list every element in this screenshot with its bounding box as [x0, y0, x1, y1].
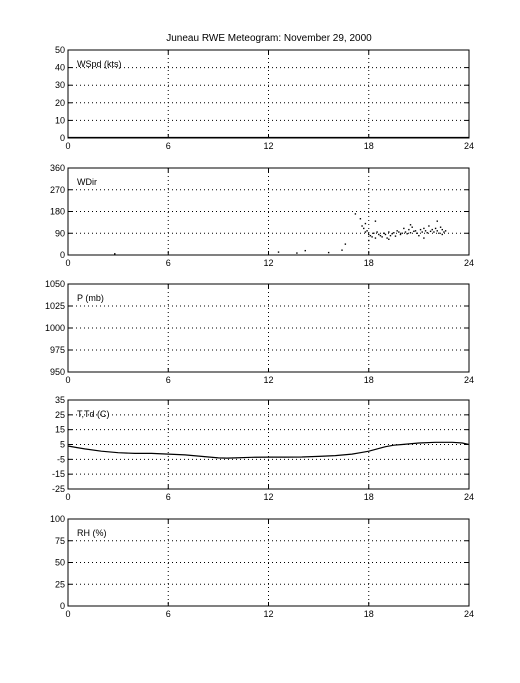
y-tick-label: 1050	[44, 279, 65, 289]
x-tick-label: 12	[263, 492, 274, 502]
y-tick-label: 5	[59, 439, 65, 450]
y-tick-label: 30	[54, 80, 65, 91]
x-tick-label: 0	[65, 609, 71, 619]
x-tick-label: 18	[363, 492, 374, 502]
data-point	[432, 229, 433, 230]
panel-label: RH (%)	[77, 528, 107, 538]
data-point	[403, 228, 404, 229]
x-tick-label: 24	[463, 258, 475, 268]
panel-label: WDir	[77, 177, 97, 187]
data-point	[415, 230, 416, 231]
data-point	[437, 230, 438, 231]
data-point	[411, 227, 412, 228]
y-tick-label: 50	[54, 45, 65, 55]
chart-title: Juneau RWE Meteogram: November 29, 2000	[166, 33, 372, 44]
data-point	[408, 229, 409, 230]
y-tick-label: 20	[54, 97, 65, 108]
y-tick-label: 50	[54, 557, 65, 568]
x-tick-label: 18	[363, 141, 374, 151]
data-point	[380, 235, 381, 236]
x-tick-label: 0	[65, 141, 71, 151]
panel-1	[55, 45, 474, 151]
data-point	[398, 231, 399, 232]
data-point	[370, 235, 371, 236]
x-tick-label: 24	[463, 609, 475, 619]
data-point	[393, 232, 394, 233]
x-tick-label: 6	[165, 609, 171, 619]
data-point	[296, 252, 297, 253]
y-tick-label: 975	[49, 345, 65, 355]
data-point	[410, 232, 411, 233]
x-tick-label: 0	[65, 492, 71, 502]
x-tick-label: 6	[165, 258, 171, 268]
panel-4	[52, 395, 474, 502]
panel-label: T,Td (C)	[77, 409, 110, 419]
panel-5	[50, 514, 474, 619]
data-point	[425, 230, 426, 231]
x-tick-label: 18	[363, 375, 374, 385]
data-point	[433, 231, 434, 232]
data-point	[413, 231, 414, 232]
data-point	[345, 243, 346, 244]
data-point	[386, 237, 387, 238]
data-point	[428, 225, 429, 226]
data-point	[405, 231, 406, 232]
data-point	[391, 233, 392, 234]
data-point	[400, 234, 401, 235]
y-tick-label: 100	[49, 514, 65, 524]
panel-label: WSpd (kts)	[77, 59, 122, 69]
y-tick-label: 40	[54, 62, 65, 73]
data-point	[396, 230, 397, 231]
y-tick-label: 950	[49, 367, 65, 377]
y-tick-label: -5	[56, 454, 65, 465]
data-point	[376, 231, 377, 232]
data-point	[365, 223, 366, 224]
data-point	[422, 231, 423, 232]
data-point	[385, 234, 386, 235]
panels	[45, 45, 474, 619]
data-point	[368, 240, 369, 241]
data-point	[437, 220, 438, 221]
y-tick-label: 10	[54, 115, 65, 126]
y-tick-label: 0	[59, 601, 65, 611]
data-point	[435, 228, 436, 229]
data-point	[417, 233, 418, 234]
panel-2	[50, 163, 474, 268]
y-tick-label: 25	[54, 579, 65, 590]
data-point	[366, 230, 367, 231]
data-point	[423, 228, 424, 229]
y-tick-label: 1025	[44, 301, 65, 311]
data-point	[438, 233, 439, 234]
data-point	[375, 220, 376, 221]
data-point	[381, 236, 382, 237]
x-tick-label: 24	[463, 375, 475, 385]
data-point	[427, 232, 428, 233]
x-tick-label: 6	[165, 492, 171, 502]
x-tick-label: 12	[263, 141, 274, 151]
y-tick-label: -15	[51, 469, 65, 480]
y-tick-label: 360	[49, 163, 65, 173]
data-point	[420, 229, 421, 230]
x-tick-label: 0	[65, 375, 71, 385]
x-tick-label: 6	[165, 375, 171, 385]
data-point	[365, 231, 366, 232]
data-point	[442, 234, 443, 235]
y-tick-label: 35	[54, 395, 65, 405]
x-tick-label: 12	[263, 258, 274, 268]
data-point	[375, 237, 376, 238]
x-tick-label: 6	[165, 141, 171, 151]
data-point	[371, 236, 372, 237]
data-point	[401, 233, 402, 234]
x-tick-label: 12	[263, 609, 274, 619]
y-tick-label: -25	[51, 484, 65, 494]
data-point	[363, 228, 364, 229]
data-point	[341, 249, 342, 250]
data-point	[305, 250, 306, 251]
data-point	[378, 234, 379, 235]
y-tick-label: 15	[54, 424, 65, 435]
data-point	[388, 231, 389, 232]
y-tick-label: 1000	[44, 323, 65, 333]
data-point	[361, 225, 362, 226]
data-point	[418, 235, 419, 236]
y-tick-label: 270	[49, 184, 65, 195]
y-tick-label: 180	[49, 206, 65, 217]
y-tick-label: 75	[54, 535, 65, 546]
y-tick-label: 25	[54, 409, 65, 420]
data-point	[410, 224, 411, 225]
data-point	[383, 233, 384, 234]
x-tick-label: 24	[463, 141, 475, 151]
data-point	[440, 227, 441, 228]
data-point	[423, 237, 424, 238]
x-tick-label: 24	[463, 492, 475, 502]
data-point	[395, 235, 396, 236]
data-point	[328, 252, 329, 253]
x-tick-label: 12	[263, 375, 274, 385]
panel-3	[45, 279, 474, 385]
panel-label: P (mb)	[77, 293, 104, 303]
y-tick-label: 90	[54, 228, 65, 239]
data-point	[442, 229, 443, 230]
data-point	[388, 239, 389, 240]
data-point	[114, 253, 115, 254]
data-point	[278, 251, 279, 252]
x-tick-label: 18	[363, 609, 374, 619]
data-point	[360, 218, 361, 219]
data-point	[430, 231, 431, 232]
x-tick-label: 0	[65, 258, 71, 268]
data-point	[443, 231, 444, 232]
data-point	[373, 233, 374, 234]
data-point	[445, 230, 446, 231]
data-point	[390, 235, 391, 236]
y-tick-label: 0	[59, 133, 65, 143]
data-point	[368, 234, 369, 235]
y-tick-label: 0	[59, 250, 65, 260]
x-tick-label: 18	[363, 258, 374, 268]
data-point	[406, 233, 407, 234]
data-point	[355, 213, 356, 214]
